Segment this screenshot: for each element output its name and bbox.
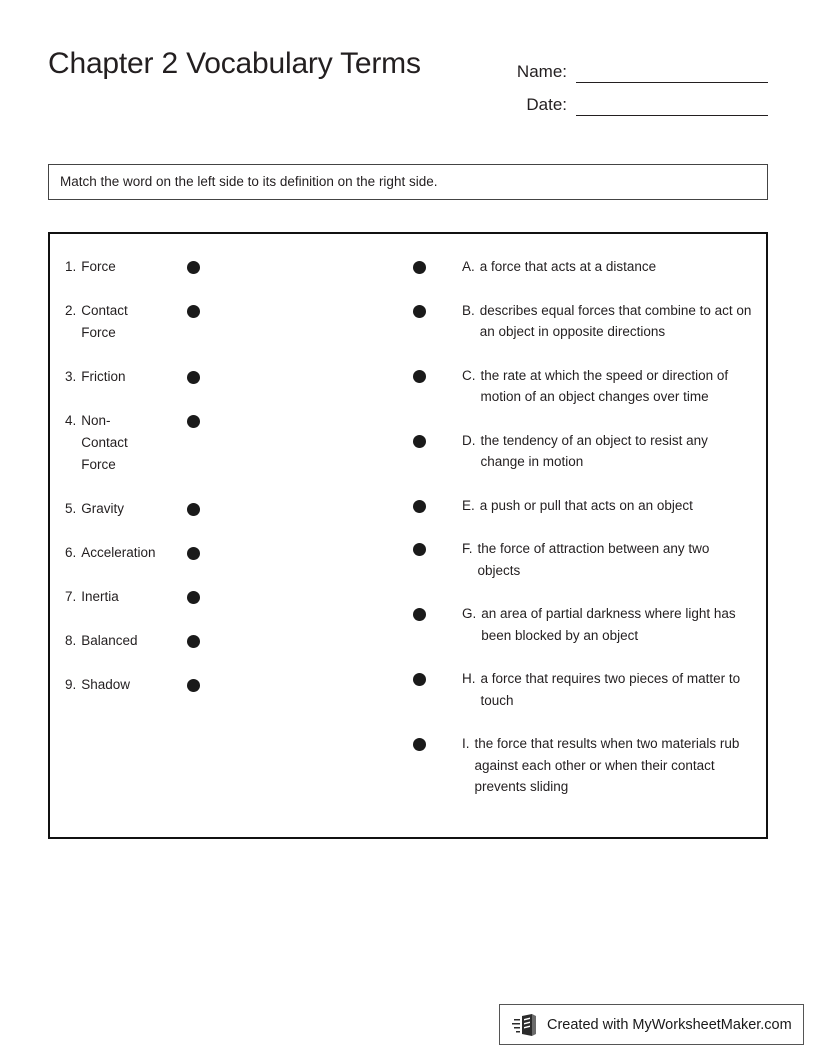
term-row <box>65 586 265 608</box>
definition-match-dot[interactable] <box>413 370 426 383</box>
term-match-dot[interactable] <box>187 305 200 318</box>
definition-letter: D. <box>462 432 476 448</box>
worksheet-maker-logo-icon <box>512 1012 538 1038</box>
term-row <box>65 300 265 344</box>
date-row <box>506 83 768 116</box>
name-row <box>506 50 768 83</box>
term-word: Shadow <box>81 677 131 692</box>
definition-letter: B. <box>462 302 475 318</box>
definition-body: the force of attraction between any two objects <box>477 541 710 578</box>
term-match-dot[interactable] <box>187 591 200 604</box>
definition-match-dot[interactable] <box>413 738 426 751</box>
definition-body: an area of partial darkness where light has been blocked by an object <box>481 606 736 643</box>
term-match-dot[interactable] <box>187 503 200 516</box>
term-word: Balanced <box>81 633 138 648</box>
term-match-dot[interactable] <box>187 371 200 384</box>
definition-body: a force that requires two pieces of matter to touch <box>480 671 741 708</box>
definition-row <box>413 300 753 343</box>
definition-body: the force that results when two materials rub against each other or when their contact prevents sliding <box>474 736 740 794</box>
term-number: 3. <box>65 369 77 384</box>
credit-badge[interactable] <box>499 1004 804 1045</box>
definition-row <box>413 256 753 278</box>
definition-text <box>462 300 752 343</box>
term-number: 8. <box>65 633 77 648</box>
term-match-dot[interactable] <box>187 415 200 428</box>
definition-text <box>462 256 752 278</box>
instruction-text: Match the word on the left side to its definition on the right side. <box>60 174 438 189</box>
definition-text <box>462 495 752 517</box>
term-number: 7. <box>65 589 77 604</box>
definition-text <box>462 365 752 408</box>
worksheet-header <box>48 44 768 124</box>
definition-row <box>413 365 753 408</box>
term-label <box>65 630 187 652</box>
definition-body: a push or pull that acts on an object <box>479 497 693 513</box>
definition-row <box>413 603 753 646</box>
definition-letter: H. <box>462 671 476 686</box>
term-row <box>65 256 265 278</box>
term-word: Gravity <box>81 501 125 516</box>
terms-column <box>65 256 265 718</box>
definition-match-dot[interactable] <box>413 261 426 274</box>
term-number: 2. <box>65 303 77 318</box>
name-label: Name: <box>516 62 567 81</box>
definition-match-dot[interactable] <box>413 543 426 556</box>
definition-letter: F. <box>462 541 473 556</box>
term-row <box>65 410 265 476</box>
term-match-dot[interactable] <box>187 635 200 648</box>
definition-text <box>462 733 752 798</box>
instruction-box <box>48 164 768 200</box>
definition-text <box>462 430 752 473</box>
term-label <box>65 300 187 344</box>
term-label <box>65 542 187 564</box>
term-label <box>65 410 187 476</box>
definition-row <box>413 668 753 711</box>
matching-panel <box>48 232 768 839</box>
term-row <box>65 630 265 652</box>
term-label <box>65 256 187 278</box>
term-number: 9. <box>65 677 77 692</box>
date-write-line[interactable] <box>576 95 768 116</box>
term-row <box>65 498 265 520</box>
term-match-dot[interactable] <box>187 679 200 692</box>
definition-letter: I. <box>462 736 470 751</box>
definition-text <box>462 538 752 581</box>
term-row <box>65 542 265 564</box>
definition-letter: A. <box>462 259 475 274</box>
definition-body: describes equal forces that combine to act on an object in opposite directions <box>479 302 752 339</box>
definition-match-dot[interactable] <box>413 500 426 513</box>
term-number: 1. <box>65 259 77 274</box>
term-word: Contact Force <box>81 303 128 340</box>
definition-text <box>462 668 752 711</box>
definition-match-dot[interactable] <box>413 608 426 621</box>
term-word: Acceleration <box>81 545 156 560</box>
definition-body: the rate at which the speed or direction of motion of an object changes over time <box>480 367 729 404</box>
term-row <box>65 674 265 696</box>
definition-row <box>413 430 753 473</box>
definition-letter: G. <box>462 606 477 621</box>
term-word: Friction <box>81 369 126 384</box>
term-label <box>65 366 187 388</box>
definition-match-dot[interactable] <box>413 435 426 448</box>
term-match-dot[interactable] <box>187 261 200 274</box>
term-match-dot[interactable] <box>187 547 200 560</box>
definition-row <box>413 538 753 581</box>
definition-letter: C. <box>462 367 476 383</box>
term-number: 4. <box>65 413 77 428</box>
name-write-line[interactable] <box>576 62 768 83</box>
definition-row <box>413 495 753 517</box>
date-label: Date: <box>526 95 567 114</box>
term-number: 5. <box>65 501 77 516</box>
definitions-column <box>413 256 753 820</box>
credit-text: Created with MyWorksheetMaker.com <box>547 1016 792 1033</box>
definition-body: the tendency of an object to resist any change in motion <box>480 432 708 469</box>
term-label <box>65 498 187 520</box>
term-word: Non-Contact Force <box>81 413 128 472</box>
definition-letter: E. <box>462 497 475 513</box>
term-word: Inertia <box>81 589 119 604</box>
definition-row <box>413 733 753 798</box>
term-number: 6. <box>65 545 77 560</box>
definition-body: a force that acts at a distance <box>479 259 657 274</box>
term-label <box>65 674 187 696</box>
definition-match-dot[interactable] <box>413 673 426 686</box>
definition-match-dot[interactable] <box>413 305 426 318</box>
term-label <box>65 586 187 608</box>
definition-text <box>462 603 752 646</box>
name-date-block <box>506 50 768 116</box>
term-word: Force <box>81 259 116 274</box>
term-row <box>65 366 265 388</box>
page-title: Chapter 2 Vocabulary Terms <box>48 47 421 80</box>
